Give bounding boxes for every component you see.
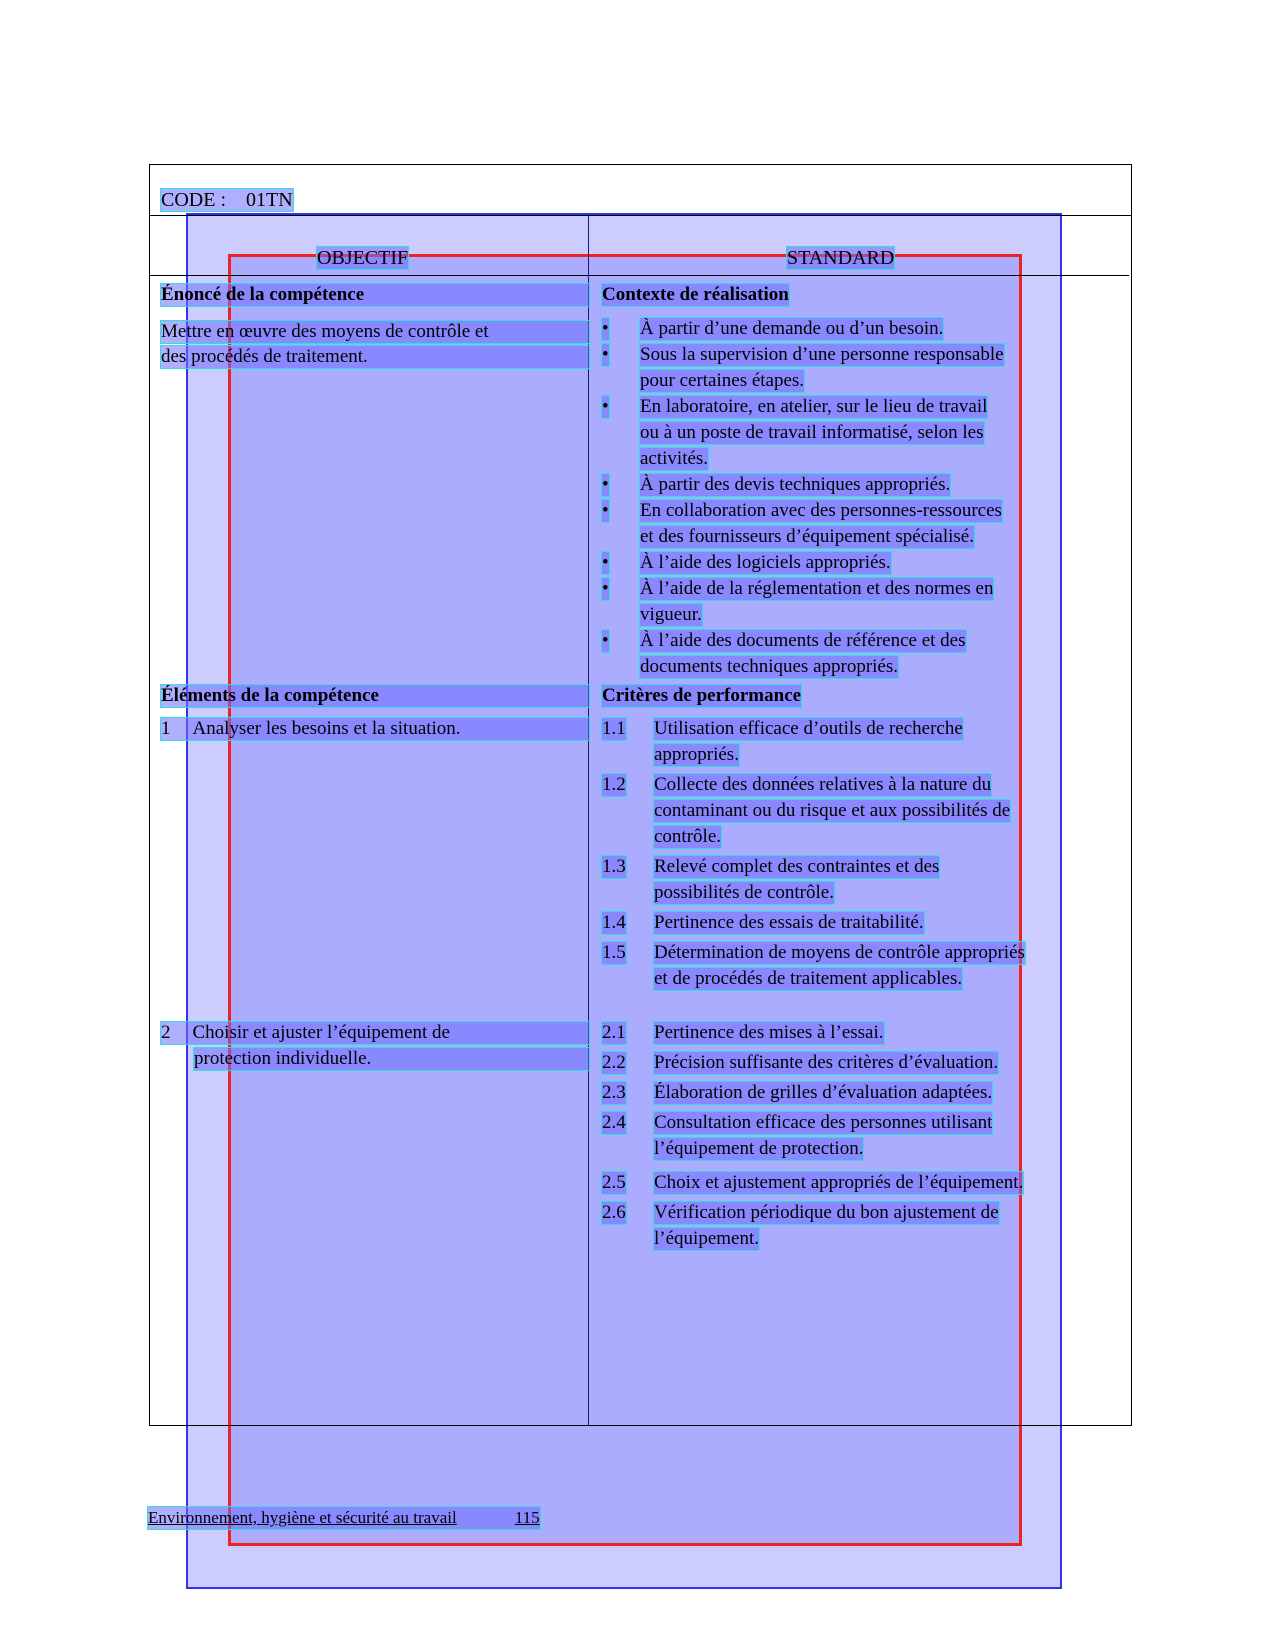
critere-number: 2.2 bbox=[602, 1052, 626, 1073]
critere-text-line: possibilités de contrôle. bbox=[654, 882, 834, 903]
critere-text-line: et de procédés de traitement applicables. bbox=[654, 968, 963, 989]
bullet-icon: • bbox=[602, 578, 609, 599]
critere-text-line: Détermination de moyens de contrôle appropriés bbox=[654, 942, 1025, 963]
footer-page: 115 bbox=[514, 1508, 540, 1527]
bullet-icon: • bbox=[602, 396, 609, 417]
code-label: CODE : bbox=[161, 189, 226, 211]
contexte-item-line: et des fournisseurs d’équipement spécialisé. bbox=[640, 526, 974, 547]
critere-number: 2.5 bbox=[602, 1172, 626, 1193]
element-number: 2 bbox=[161, 1022, 171, 1043]
critere-text-line: Choix et ajustement appropriés de l’équipement. bbox=[654, 1172, 1024, 1193]
header-standard: STANDARD bbox=[787, 247, 895, 269]
critere-number: 2.1 bbox=[602, 1022, 626, 1043]
critere-text-line: contrôle. bbox=[654, 826, 722, 847]
critere-number: 2.4 bbox=[602, 1112, 626, 1133]
critere-text-line: Élaboration de grilles d’évaluation adaptées. bbox=[654, 1082, 993, 1103]
code-value: 01TN bbox=[246, 189, 293, 211]
critere-text-line: Vérification périodique du bon ajustement de bbox=[654, 1202, 999, 1223]
column-divider bbox=[588, 215, 589, 1425]
critere-text-line: contaminant ou du risque et aux possibilités de bbox=[654, 800, 1011, 821]
bullet-icon: • bbox=[602, 552, 609, 573]
element-number: 1 bbox=[161, 718, 171, 739]
element-item bbox=[161, 1022, 589, 1044]
enonce-title: Énoncé de la compétence bbox=[161, 284, 589, 306]
critere-text-line: Relevé complet des contraintes et des bbox=[654, 856, 940, 877]
contexte-item-line: À l’aide des documents de référence et des bbox=[640, 630, 966, 651]
critere-number: 1.3 bbox=[602, 856, 626, 877]
critere-text-line: Précision suffisante des critères d’évaluation. bbox=[654, 1052, 999, 1073]
critere-text-line: Pertinence des mises à l’essai. bbox=[654, 1022, 884, 1043]
contexte-item-line: En laboratoire, en atelier, sur le lieu de travail bbox=[640, 396, 988, 417]
elements-title: Éléments de la compétence bbox=[161, 685, 589, 707]
bullet-icon: • bbox=[602, 474, 609, 495]
code-divider bbox=[149, 215, 1132, 216]
header-objectif: OBJECTIF bbox=[317, 247, 409, 269]
code-line bbox=[161, 189, 293, 211]
enonce-line: Mettre en œuvre des moyens de contrôle et bbox=[161, 321, 589, 343]
critere-number: 2.3 bbox=[602, 1082, 626, 1103]
contexte-item-line: À l’aide des logiciels appropriés. bbox=[640, 552, 891, 573]
bullet-icon: • bbox=[602, 318, 609, 339]
element-text: Analyser les besoins et la situation. bbox=[192, 718, 461, 739]
critere-text-line: l’équipement. bbox=[654, 1228, 759, 1249]
contexte-item-line: documents techniques appropriés. bbox=[640, 656, 899, 677]
criteres-title: Critères de performance bbox=[602, 685, 802, 706]
critere-number: 2.6 bbox=[602, 1202, 626, 1223]
contexte-title: Contexte de réalisation bbox=[602, 284, 789, 305]
element-text: Choisir et ajuster l’équipement de bbox=[192, 1022, 450, 1043]
critere-number: 1.1 bbox=[602, 718, 626, 739]
bullet-icon: • bbox=[602, 500, 609, 521]
critere-text-line: l’équipement de protection. bbox=[654, 1138, 864, 1159]
contexte-item-line: pour certaines étapes. bbox=[640, 370, 805, 391]
contexte-item-line: vigueur. bbox=[640, 604, 702, 625]
contexte-item-line: À partir d’une demande ou d’un besoin. bbox=[640, 318, 944, 339]
bullet-icon: • bbox=[602, 630, 609, 651]
contexte-item-line: En collaboration avec des personnes-ressources bbox=[640, 500, 1002, 521]
critere-text-line: Pertinence des essais de traitabilité. bbox=[654, 912, 924, 933]
element-item bbox=[161, 718, 589, 740]
footer-text: Environnement, hygiène et sécurité au travail bbox=[148, 1508, 457, 1527]
contexte-item-line: activités. bbox=[640, 448, 709, 469]
critere-number: 1.4 bbox=[602, 912, 626, 933]
enonce-line: des procédés de traitement. bbox=[161, 346, 589, 368]
header-divider bbox=[149, 275, 1129, 276]
critere-text-line: Collecte des données relatives à la nature du bbox=[654, 774, 992, 795]
contexte-item-line: À l’aide de la réglementation et des normes en bbox=[640, 578, 994, 599]
contexte-item-line: ou à un poste de travail informatisé, selon les bbox=[640, 422, 984, 443]
critere-text-line: Consultation efficace des personnes utilisant bbox=[654, 1112, 993, 1133]
bullet-icon: • bbox=[602, 344, 609, 365]
critere-number: 1.2 bbox=[602, 774, 626, 795]
element-text-cont: protection individuelle. bbox=[194, 1048, 589, 1070]
critere-text-line: appropriés. bbox=[654, 744, 739, 765]
footer bbox=[148, 1507, 540, 1529]
critere-number: 1.5 bbox=[602, 942, 626, 963]
contexte-item-line: À partir des devis techniques appropriés. bbox=[640, 474, 951, 495]
contexte-item-line: Sous la supervision d’une personne responsable bbox=[640, 344, 1004, 365]
critere-text-line: Utilisation efficace d’outils de recherche bbox=[654, 718, 963, 739]
